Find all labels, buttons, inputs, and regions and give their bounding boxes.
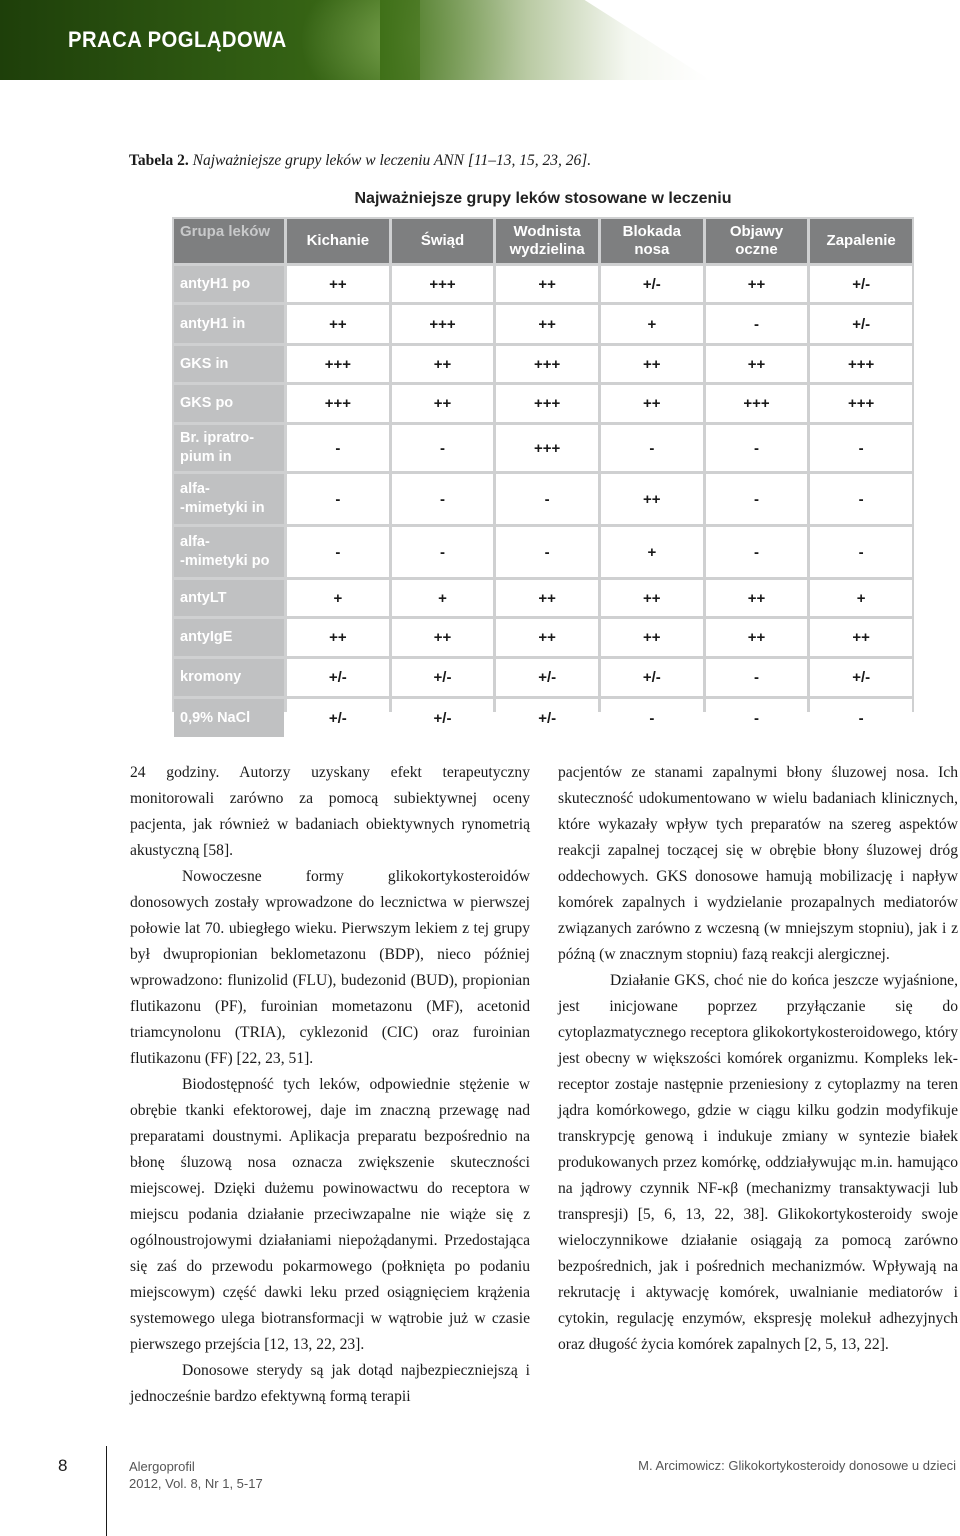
table-cell: ++ (706, 266, 808, 302)
table-header-cell: Wodnista wydzielina (496, 219, 598, 263)
table-row-label: antyH1 in (174, 305, 284, 343)
table-cell: +++ (706, 385, 808, 422)
table-cell: +++ (287, 385, 389, 422)
table-cell: ++ (810, 619, 912, 656)
table-cell: ++ (601, 474, 703, 524)
table-cell: ++ (496, 619, 598, 656)
table-row-label: GKS in (174, 346, 284, 382)
body-paragraph: pacjentów ze stanami zapalnymi błony śluzowej nosa. Ich skuteczność udokumentowano w wielu badaniach klinicznych, które wykazały wpływ tych preparatów na szereg aspektów reakcji zapalnej toczącej się w obrębie błony śluzowej dróg oddechowych. GKS donosowe hamują mobilizację i napływ komórek zapalnych i wydzielanie prozapalnych mediatorów związanych zarówno z wczesną (w mniejszym stopniu), jak i z późną (w znacznym stopniu) fazą reakcji alergicznej. (558, 764, 958, 963)
table-cell: +++ (810, 385, 912, 422)
table-header-cell: Grupa leków (174, 219, 284, 263)
table-row-label: GKS po (174, 385, 284, 422)
table-cell: +++ (392, 266, 494, 302)
table-cell: +++ (496, 346, 598, 382)
table-cell: - (601, 699, 703, 737)
section-title: PRACA POGLĄDOWA (68, 27, 287, 52)
table-cell: ++ (706, 346, 808, 382)
table-cell: ++ (392, 619, 494, 656)
header-banner (0, 0, 960, 80)
table-cell: - (706, 659, 808, 696)
table-title: Najważniejsze grupy leków stosowane w leczeniu (354, 190, 732, 207)
table-cell: +/- (392, 659, 494, 696)
table-cell: + (392, 580, 494, 616)
body-paragraph: Donosowe sterydy są jak dotąd najbezpieczniejszą i jednocześnie bardzo efektywną formą terapii (130, 1362, 530, 1405)
table-row-label: alfa- -mimetyki in (174, 474, 284, 524)
table-cell: - (810, 425, 912, 471)
table-cell: ++ (287, 266, 389, 302)
table-cell: +/- (810, 266, 912, 302)
caption-label: Tabela 2. (129, 152, 189, 169)
journal-issue: 2012, Vol. 8, Nr 1, 5-17 (129, 1476, 263, 1491)
table-cell: ++ (601, 385, 703, 422)
table-cell: - (496, 474, 598, 524)
table-cell: ++ (392, 385, 494, 422)
table-cell: - (601, 425, 703, 471)
table-row-label: antyLT (174, 580, 284, 616)
table-cell: + (601, 527, 703, 577)
body-column-left (130, 760, 530, 1410)
table-cell: +/- (287, 699, 389, 737)
table-cell: - (810, 474, 912, 524)
table-cell: ++ (496, 266, 598, 302)
body-paragraph: 24 godziny. Autorzy uzyskany efekt terapeutyczny monitorowali zarówno za pomocą subiektywnej oceny pacjenta, jak również w badaniach obiektywnych rynometrią akustyczną [58]. (130, 764, 530, 859)
table-caption (129, 152, 591, 170)
table-row-label: antyH1 po (174, 266, 284, 302)
table-header-cell: Świąd (392, 219, 494, 263)
table-cell: +/- (287, 659, 389, 696)
table-cell: +/- (810, 659, 912, 696)
table-cell: ++ (601, 580, 703, 616)
table-header-cell: Blokada nosa (601, 219, 703, 263)
table-cell: + (601, 305, 703, 343)
table-cell: ++ (706, 580, 808, 616)
table-cell: ++ (496, 305, 598, 343)
body-paragraph: Działanie GKS, choć nie do końca jeszcze wyjaśnione, jest inicjowane poprzez przyłączanie się do cytoplazmatycznego receptora glikokortykosteroidowego, który jest obecny w większości komórek organizmu. Kompleks lek-receptor zostaje następnie przeniesiony z cytoplazmy na teren jądra komórkowego, gdzie w ciągu kilku godzin modyfikuje transkrypcję genową i indukuje zmiany w syntezie białek produkowanych przez komórkę, oddziaływując m.in. hamująco na jądrowy czynnik NF-κβ (mechanizmy transaktywacji lub transpresji) [5, 6, 13, 22, 38]. Glikokortykosteroidy swoje wieloczynnikowe działanie osiągają za pomocą zarówno bezpośrednich, jak i pośrednich mechanizmów. Wpływają na rekrutację i aktywację komórek, uwalnianie mediatorów i cytokin, regulację enzymów, ekspresję molekuł adhezyjnych oraz długość życia komórek zapalnych [2, 5, 13, 22]. (558, 972, 958, 1353)
table-cell: +++ (810, 346, 912, 382)
body-paragraph: Nowoczesne formy glikokortykosteroidów donosowych zostały wprowadzone do lecznictwa w pierwszej połowie lat 70. ubiegłego wieku. Pierwszym lekiem z tej grupy był dwupropionian beklometazonu (BDP), nieco później wprowadzono: flunizolid (FLU), budezonid (BUD), propionian flutikazonu (PF), furoinian mometazonu (MF), acetonid triamcynolonu (TRIA), cyklezonid (CIC) oraz furoinian flutikazonu (FF) [22, 23, 51]. (130, 868, 530, 1067)
table-cell: - (706, 305, 808, 343)
table-cell: +++ (496, 425, 598, 471)
table-header-cell: Objawy oczne (706, 219, 808, 263)
table-cell: - (810, 699, 912, 737)
body-column-right (558, 760, 958, 1358)
table-cell: ++ (287, 305, 389, 343)
table-cell: +/- (392, 699, 494, 737)
table-cell: +++ (392, 305, 494, 343)
table-cell: + (287, 580, 389, 616)
table-cell: - (287, 527, 389, 577)
drug-table (172, 217, 914, 727)
table-cell: +/- (810, 305, 912, 343)
table-cell: - (496, 527, 598, 577)
table-cell: ++ (601, 619, 703, 656)
journal-name: Alergoprofil (129, 1459, 195, 1474)
table-header-cell: Zapalenie (810, 219, 912, 263)
table-row-label: alfa- -mimetyki po (174, 527, 284, 577)
footer-divider (106, 1446, 107, 1536)
table-cell: +/- (496, 659, 598, 696)
table-header-cell: Kichanie (287, 219, 389, 263)
table-cell: - (392, 425, 494, 471)
table-cell: +++ (496, 385, 598, 422)
table-cell: - (810, 527, 912, 577)
table-row-label: 0,9% NaCl (174, 699, 284, 737)
table-cell: ++ (287, 619, 389, 656)
table-cell: - (706, 527, 808, 577)
table-cell: - (706, 474, 808, 524)
footer-journal (129, 1458, 263, 1492)
table-row-label: kromony (174, 659, 284, 696)
table-cell: ++ (601, 346, 703, 382)
table-row-label: antyIgE (174, 619, 284, 656)
table-cell: - (706, 425, 808, 471)
table-cell: ++ (706, 619, 808, 656)
table-cell: ++ (392, 346, 494, 382)
table-cell: ++ (496, 580, 598, 616)
table-cell: + (810, 580, 912, 616)
table-cell: - (287, 474, 389, 524)
footer-author-title: M. Arcimowicz: Glikokortykosteroidy donosowe u dzieci (638, 1458, 956, 1473)
table-cell: +/- (601, 266, 703, 302)
table-cell: - (706, 699, 808, 737)
table-cell: +/- (496, 699, 598, 737)
table-cell: +/- (601, 659, 703, 696)
body-paragraph: Biodostępność tych leków, odpowiednie stężenie w obrębie tkanki efektorowej, daje im znaczną przewagę nad preparatami doustnymi. Aplikacja preparatu bezpośrednio na błonę śluzową nosa oznacza zwiększenie skuteczności miejscowej. Dzięki dużemu powinowactwu do receptora w miejscu podania działanie przeciwzapalne nie wiąże się z ogólnoustrojowymi działaniami niepożądanymi. Przedostająca się zaś do przewodu pokarmowego (połknięta po podaniu miejscowym) część dawki leku przed osiągnięciem krążenia systemowego ulega biotransformacji w wątrobie już w czasie pierwszego przejścia [12, 13, 22, 23]. (130, 1076, 530, 1353)
table-cell: - (392, 527, 494, 577)
page-number: 8 (58, 1456, 68, 1475)
table-cell: +++ (287, 346, 389, 382)
caption-text: Najważniejsze grupy leków w leczeniu ANN [11–13, 15, 23, 26]. (192, 152, 592, 169)
table-row-label: Br. ipratro- pium in (174, 425, 284, 471)
table-cell: - (392, 474, 494, 524)
banner-fade (380, 0, 710, 80)
table-cell: - (287, 425, 389, 471)
